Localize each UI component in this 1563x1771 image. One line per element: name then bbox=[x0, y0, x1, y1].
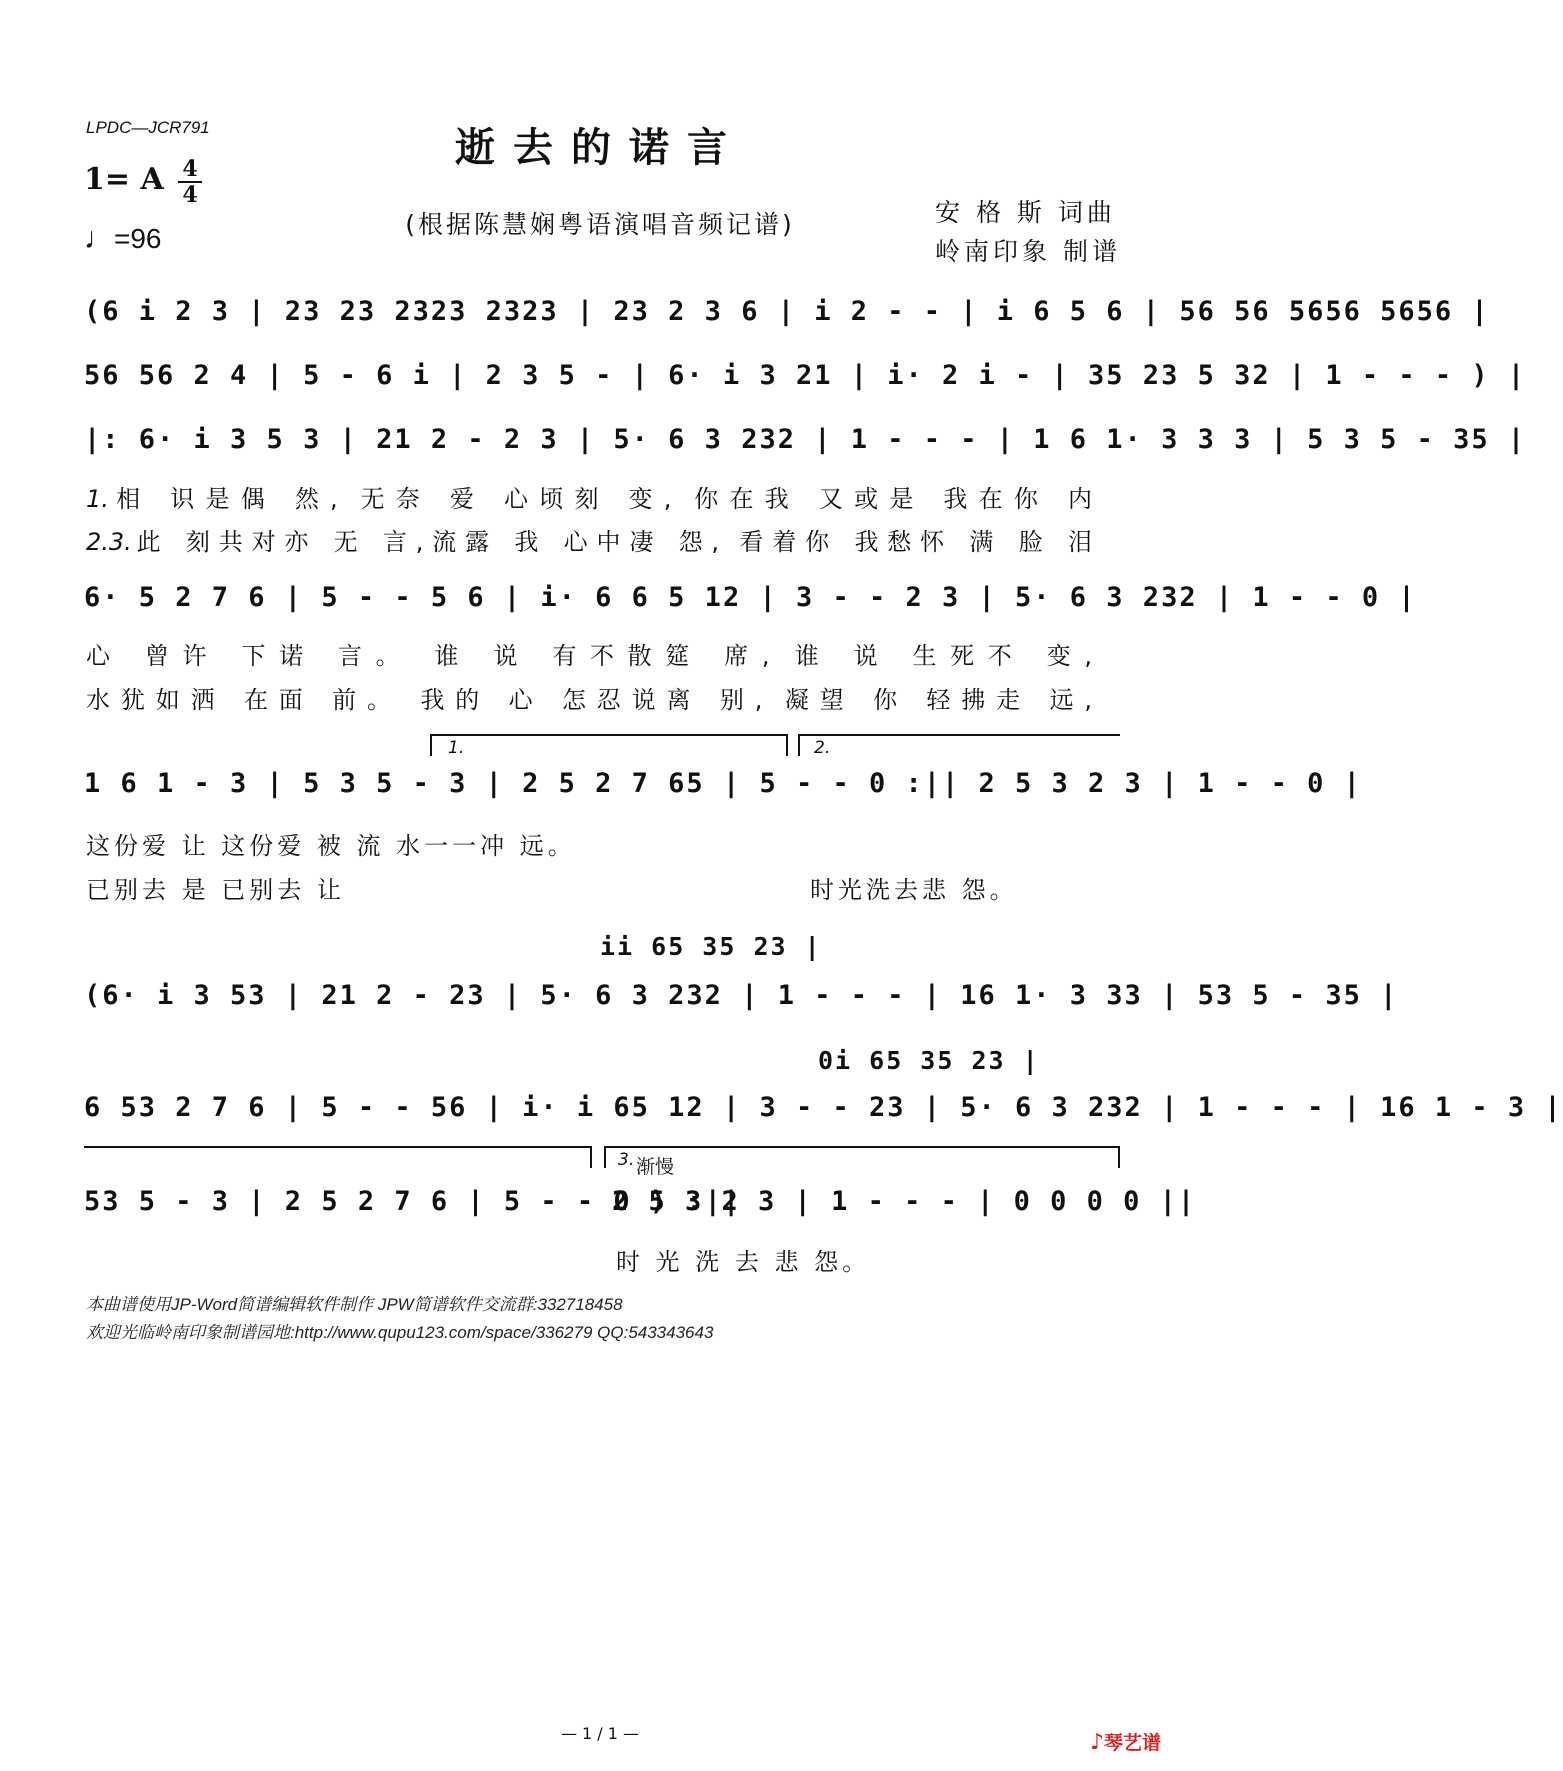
composer-credit: 安 格 斯 词曲 bbox=[935, 198, 1116, 227]
ossia-line-2: 0i 65 35 23 | bbox=[818, 1046, 1040, 1075]
lyric-line-5-verse-1: 这份爱 让 这份爱 被 流 水一一冲 远。 bbox=[86, 832, 576, 860]
lyric-line-8: 时 光 洗 去 悲 怨。 bbox=[616, 1248, 871, 1276]
score-line-3: |: 6· i 3 5 3 | 21 2 - 2 3 | 5· 6 3 232 | 1 - - - | 1 6 1· 3 3 3 | 5 3 5 - 35 | bbox=[84, 424, 1527, 455]
score-line-5: 1 6 1 - 3 | 5 3 5 - 3 | 2 5 2 7 65 | 5 - - 0 :|| 2 5 3 2 3 | 1 - - 0 | bbox=[84, 768, 1362, 799]
footer-website: 欢迎光临岭南印象制谱园地:http://www.qupu123.com/space/336279 QQ:543343643 bbox=[86, 1323, 714, 1342]
ossia-line-1: ii 65 35 23 | bbox=[600, 932, 822, 961]
section-rule bbox=[84, 1146, 590, 1148]
score-line-6: (6· i 3 53 | 21 2 - 23 | 5· 6 3 232 | 1 - - - | 16 1· 3 33 | 53 5 - 35 | bbox=[84, 980, 1399, 1011]
volta-bracket-2 bbox=[798, 734, 1120, 736]
volta-bracket-3 bbox=[604, 1146, 1120, 1148]
volta-1-label: 1. bbox=[448, 738, 465, 758]
section-rule-end bbox=[590, 1146, 592, 1168]
lyric-line-3-verse-2 bbox=[86, 522, 1096, 557]
volta-bracket-1 bbox=[430, 734, 786, 736]
volta-bracket-3-edge bbox=[604, 1146, 606, 1168]
lyric-text: 相 识是偶 然, 无奈 爱 心顷刻 变, 你在我 又或是 我在你 内 bbox=[108, 485, 1096, 513]
footer-software-note: 本曲谱使用JP-Word简谱编辑软件制作 JPW简谱软件交流群:332718458 bbox=[86, 1295, 623, 1314]
time-signature-top: 4 bbox=[182, 156, 198, 182]
song-title: 逝去的诺言 bbox=[455, 124, 745, 171]
ritardando-marking: 渐慢 bbox=[636, 1156, 675, 1178]
subtitle: (根据陈慧娴粤语演唱音频记谱) bbox=[405, 210, 795, 239]
time-signature bbox=[178, 158, 202, 206]
tempo-value: =96 bbox=[114, 223, 162, 254]
watermark bbox=[1090, 1728, 1161, 1755]
score-line-4: 6· 5 2 7 6 | 5 - - 5 6 | i· 6 6 5 12 | 3 - - 2 3 | 5· 6 3 232 | 1 - - 0 | bbox=[84, 582, 1417, 613]
volta-3-label: 3. bbox=[618, 1150, 635, 1170]
lyric-line-5-verse-2b: 时光洗去悲 怨。 bbox=[810, 876, 1018, 904]
page-number: — 1 / 1 — bbox=[560, 1724, 640, 1743]
watermark-text: 琴艺谱 bbox=[1104, 1732, 1162, 1754]
verse-number: 1. bbox=[86, 485, 109, 513]
score-line-7: 6 53 2 7 6 | 5 - - 56 | i· i 65 12 | 3 - - 23 | 5· 6 3 232 | 1 - - - | 16 1 - 3 | bbox=[84, 1092, 1563, 1123]
lyric-text: 此 刻共对亦 无 言,流露 我 心中凄 怨, 看着你 我愁怀 满 脸 泪 bbox=[131, 528, 1096, 556]
volta-2-label: 2. bbox=[814, 738, 831, 758]
score-code: LPDC—JCR791 bbox=[86, 118, 210, 137]
volta-bracket-3-end bbox=[1118, 1146, 1120, 1168]
time-signature-bottom: 4 bbox=[182, 182, 198, 208]
score-line-1: (6 i 2 3 | 23 23 2323 2323 | 23 2 3 6 | i 2 - - | i 6 5 6 | 56 56 5656 5656 | bbox=[84, 296, 1490, 327]
quarter-note-icon: ♩ bbox=[84, 222, 114, 255]
arranger-credit: 岭南印象 制谱 bbox=[935, 237, 1121, 266]
volta-bracket-1-end bbox=[786, 734, 788, 756]
lyric-line-5-verse-2a: 已别去 是 已别去 让 bbox=[86, 876, 345, 904]
verse-number: 2.3. bbox=[86, 528, 132, 556]
lyric-line-4-verse-1: 心 曾许 下诺 言。 谁 说 有不散筵 席, 谁 说 生死不 变, bbox=[86, 642, 1096, 670]
key-signature: 1= A bbox=[84, 162, 164, 197]
score-line-8b: 2 5 3 2 3 | 1 - - - | 0 0 0 0 || bbox=[612, 1186, 1197, 1217]
score-line-8a: 53 5 - 3 | 2 5 2 7 6 | 5 - - 0 ) :|| bbox=[84, 1186, 742, 1217]
lyric-line-4-verse-2: 水犹如洒 在面 前。 我的 心 怎忍说离 别, 凝望 你 轻拂走 远, bbox=[86, 686, 1096, 714]
music-note-logo-icon: ♪ bbox=[1090, 1730, 1105, 1755]
volta-bracket-2-edge bbox=[798, 734, 800, 756]
lyric-line-3-verse-1 bbox=[86, 479, 1096, 514]
volta-bracket-1-edge bbox=[430, 734, 432, 756]
score-line-2: 56 56 2 4 | 5 - 6 i | 2 3 5 - | 6· i 3 21 | i· 2 i - | 35 23 5 32 | 1 - - - ) | bbox=[84, 360, 1527, 391]
